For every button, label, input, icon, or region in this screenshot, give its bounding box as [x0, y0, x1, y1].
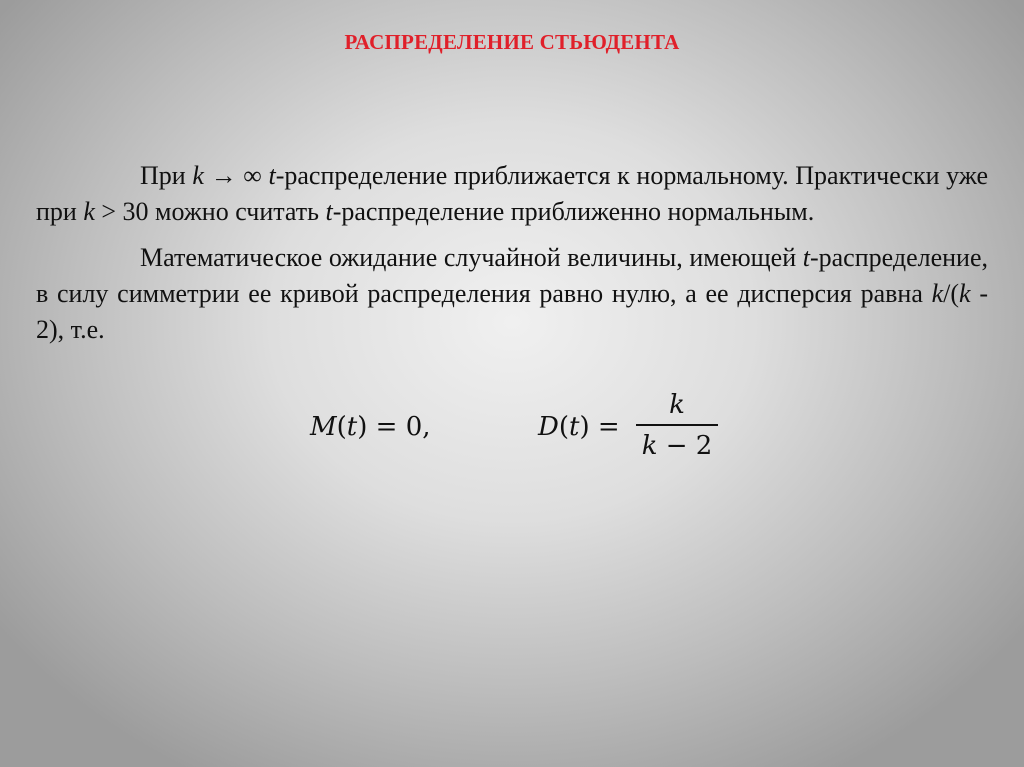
var-t: t	[802, 243, 810, 272]
symbol-t: t	[346, 412, 358, 442]
slide-body	[36, 158, 988, 348]
text-fragment: /(	[943, 279, 960, 308]
var-k: k	[83, 197, 95, 226]
text-fragment: > 30 можно считать	[94, 197, 326, 226]
symbol-d: D	[538, 412, 559, 442]
paragraph-limit	[36, 158, 988, 230]
variance-fraction	[636, 388, 718, 462]
var-k: k	[959, 279, 971, 308]
text-fragment: -распределение, в силу симметрии ее кривой распределения равно нулю, а ее дисперсия равна	[36, 243, 988, 308]
paragraph-moments	[36, 240, 988, 348]
slide-title: РАСПРЕДЕЛЕНИЕ СТЬЮДЕНТА	[344, 30, 680, 54]
text-fragment: Математическое ожидание случайной величины, имеющей	[140, 243, 803, 272]
symbol-m: M	[310, 412, 337, 442]
text-fragment: - 2), т.е.	[36, 279, 988, 344]
text-fragment: → ∞	[203, 161, 269, 190]
denominator-rest: − 2	[657, 431, 713, 461]
fraction-bar	[636, 424, 718, 426]
symbol-t: t	[569, 412, 580, 442]
text-fragment: -распределение приближается к нормальному. Практически уже при	[36, 161, 988, 226]
var-t: t	[325, 197, 333, 226]
equals-sign: =	[597, 412, 620, 442]
formula	[0, 388, 1024, 468]
fraction-denominator	[636, 430, 718, 462]
formula-variance-lhs: D(t) =	[538, 412, 620, 442]
var-k: k	[192, 161, 204, 190]
fraction-numerator: k	[669, 390, 685, 420]
text-fragment: -распределение приближенно нормальным.	[332, 197, 815, 226]
mean-value: = 0,	[375, 412, 431, 442]
text-fragment: При	[140, 161, 193, 190]
var-t: t	[268, 161, 276, 190]
var-k: k	[931, 279, 944, 308]
symbol-k: k	[641, 431, 658, 461]
formula-mean: M(t) = 0,	[310, 412, 431, 442]
